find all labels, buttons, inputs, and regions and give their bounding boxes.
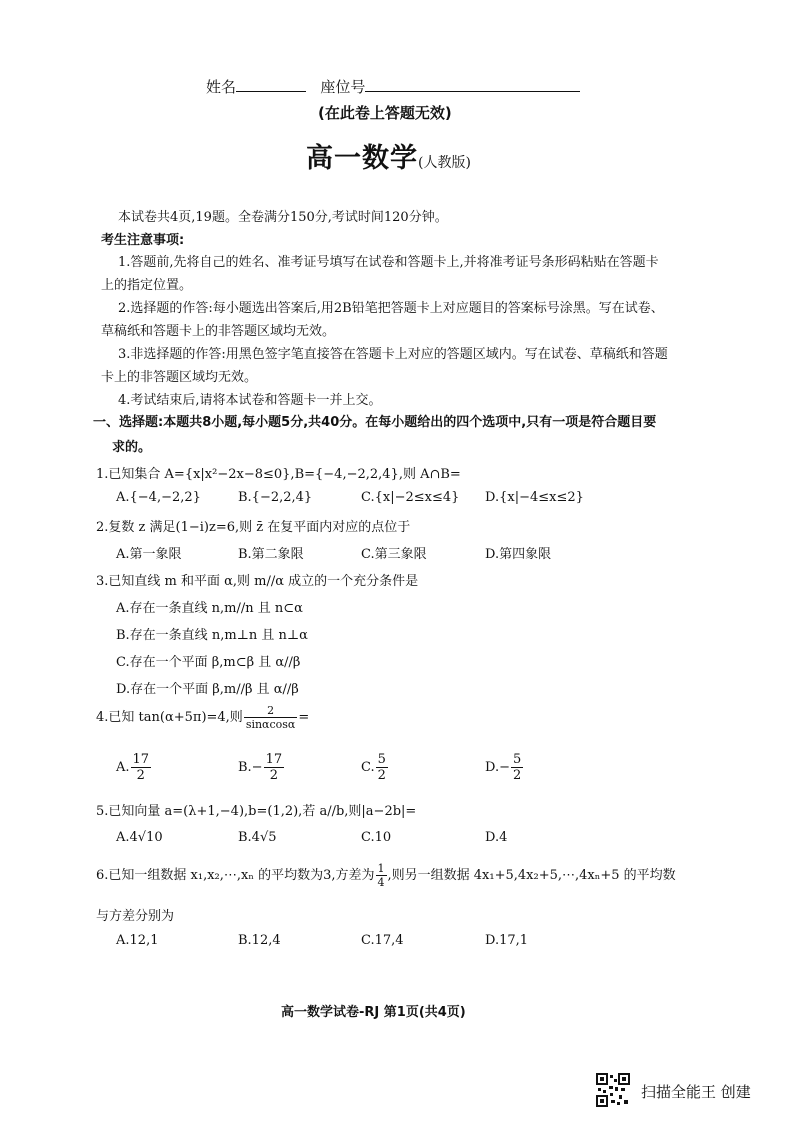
seat-blank: [365, 77, 580, 92]
q3-option-a: A.存在一条直线 n,m//n 且 n⊂α: [116, 601, 303, 616]
q4-option-d-fraction: [511, 752, 523, 783]
q5-option-d: D.4: [485, 830, 508, 845]
section-1-heading-line-1: 一、选择题:本题共8小题,每小题5分,共40分。在每小题给出的四个选项中,只有一项是符合题目要: [93, 415, 657, 430]
invalid-notice: (在此卷上答题无效): [318, 104, 452, 122]
q4-option-b-prefix: B.−: [238, 760, 263, 775]
q4-option-a-denominator: 2: [136, 768, 145, 783]
note-3-line-1: 3.非选择题的作答:用黑色签字笔直接答在答题卡上对应的答题区域内。写在试卷、草稿纸和答题: [118, 347, 668, 362]
q3-option-b: B.存在一条直线 n,m⊥n 且 n⊥α: [116, 628, 308, 643]
question-6-stem-line-2: 与方差分别为: [96, 909, 175, 924]
edition-label: (人教版): [418, 155, 471, 171]
q4-option-d-denominator: 2: [512, 768, 522, 783]
q2-option-d: D.第四象限: [485, 547, 552, 562]
q4-option-d-prefix: D.−: [485, 760, 510, 775]
page-footer: 高一数学试卷-RJ 第1页(共4页): [281, 1005, 466, 1020]
q4-option-d-numerator: 5: [512, 752, 522, 767]
q4-fraction: [244, 704, 298, 731]
q4-option-a-numerator: 17: [132, 752, 150, 767]
question-5-stem: 5.已知向量 a=(λ+1,−4),b=(1,2),若 a//b,则|a−2b|=: [96, 804, 417, 819]
q6-option-a: A.12,1: [116, 933, 159, 948]
qr-code-icon: [596, 1073, 630, 1107]
candidate-info-line: [206, 76, 580, 97]
note-2-line-2: 草稿纸和答题卡上的非答题区域均无效。: [101, 324, 336, 339]
note-2-line-1: 2.选择题的作答:每小题选出答案后,用2B铅笔把答题卡上对应题目的答案标号涂黑。写在试卷、: [118, 301, 664, 316]
q4-option-b-denominator: 2: [269, 768, 278, 783]
note-1-line-2: 上的指定位置。: [101, 278, 193, 293]
q1-option-c: C.{x|−2≤x≤4}: [361, 490, 460, 505]
q4-option-b-numerator: 17: [265, 752, 283, 767]
q6-option-c: C.17,4: [361, 933, 404, 948]
q4-option-c-prefix: C.: [361, 760, 375, 775]
q6-fraction-denominator: 4: [377, 876, 385, 889]
q2-option-a: A.第一象限: [116, 547, 182, 562]
q6-option-b: B.12,4: [238, 933, 281, 948]
q4-option-b-fraction: [264, 752, 285, 783]
q1-option-d: D.{x|−4≤x≤2}: [485, 490, 584, 505]
q4-option-a: [116, 752, 152, 783]
q6-stem-pre: 6.已知一组数据 x₁,x₂,⋯,xₙ 的平均数为3,方差为: [96, 868, 375, 883]
q6-option-d: D.17,1: [485, 933, 529, 948]
note-4: 4.考试结束后,请将本试卷和答题卡一并上交。: [118, 393, 382, 408]
q4-fraction-numerator: 2: [244, 704, 298, 718]
q5-option-b: B.4√5: [238, 830, 277, 845]
q4-option-b: [238, 752, 285, 783]
q6-fraction: [376, 862, 387, 889]
note-3-line-2: 卡上的非答题区域均无效。: [101, 370, 258, 385]
question-3-stem: 3.已知直线 m 和平面 α,则 m//α 成立的一个充分条件是: [96, 574, 419, 589]
section-1-heading-line-2: 求的。: [112, 440, 152, 455]
q5-option-c: C.10: [361, 830, 392, 845]
q6-fraction-numerator: 1: [377, 862, 385, 875]
q4-option-a-prefix: A.: [116, 760, 130, 775]
q6-stem-post: ,则另一组数据 4x₁+5,4x₂+5,⋯,4xₙ+5 的平均数: [387, 868, 676, 883]
question-1-stem: 1.已知集合 A={x|x²−2x−8≤0},B={−4,−2,2,4},则 A∩B=: [96, 467, 461, 482]
q4-option-d: [485, 752, 524, 783]
q3-option-c: C.存在一个平面 β,m⊂β 且 α//β: [116, 655, 301, 670]
q4-option-c-fraction: [376, 752, 388, 783]
question-4-stem: [96, 704, 309, 731]
scanner-watermark: 扫描全能王 创建: [641, 1083, 751, 1101]
q2-option-b: B.第二象限: [238, 547, 304, 562]
name-blank: [236, 77, 306, 92]
question-6-stem: [96, 862, 676, 889]
q4-option-c: [361, 752, 389, 783]
name-label: 姓名: [206, 78, 237, 96]
exam-summary: 本试卷共4页,19题。全卷满分150分,考试时间120分钟。: [118, 210, 448, 225]
question-2-stem: 2.复数 z 满足(1−i)z=6,则 z̄ 在复平面内对应的点位于: [96, 520, 411, 535]
q3-option-d: D.存在一个平面 β,m//β 且 α//β: [116, 682, 299, 697]
q5-option-a: A.4√10: [116, 830, 163, 845]
note-1-line-1: 1.答题前,先将自己的姓名、准考证号填写在试卷和答题卡上,并将准考证号条形码粘贴在答题卡: [118, 255, 659, 270]
q4-fraction-denominator: sinαcosα: [245, 718, 296, 731]
q4-option-c-numerator: 5: [377, 752, 386, 767]
q2-option-c: C.第三象限: [361, 547, 427, 562]
notes-title: 考生注意事项:: [101, 233, 185, 248]
title-text: 高一数学: [306, 143, 418, 174]
q4-option-c-denominator: 2: [377, 768, 386, 783]
q4-stem-pre: 4.已知 tan(α+5π)=4,则: [96, 710, 243, 725]
q1-option-b: B.{−2,2,4}: [238, 490, 313, 505]
exam-title: [306, 136, 471, 175]
seat-label: 座位号: [320, 78, 366, 96]
q1-option-a: A.{−4,−2,2}: [116, 490, 201, 505]
q4-option-a-fraction: [131, 752, 152, 783]
q4-stem-post: =: [298, 710, 310, 725]
